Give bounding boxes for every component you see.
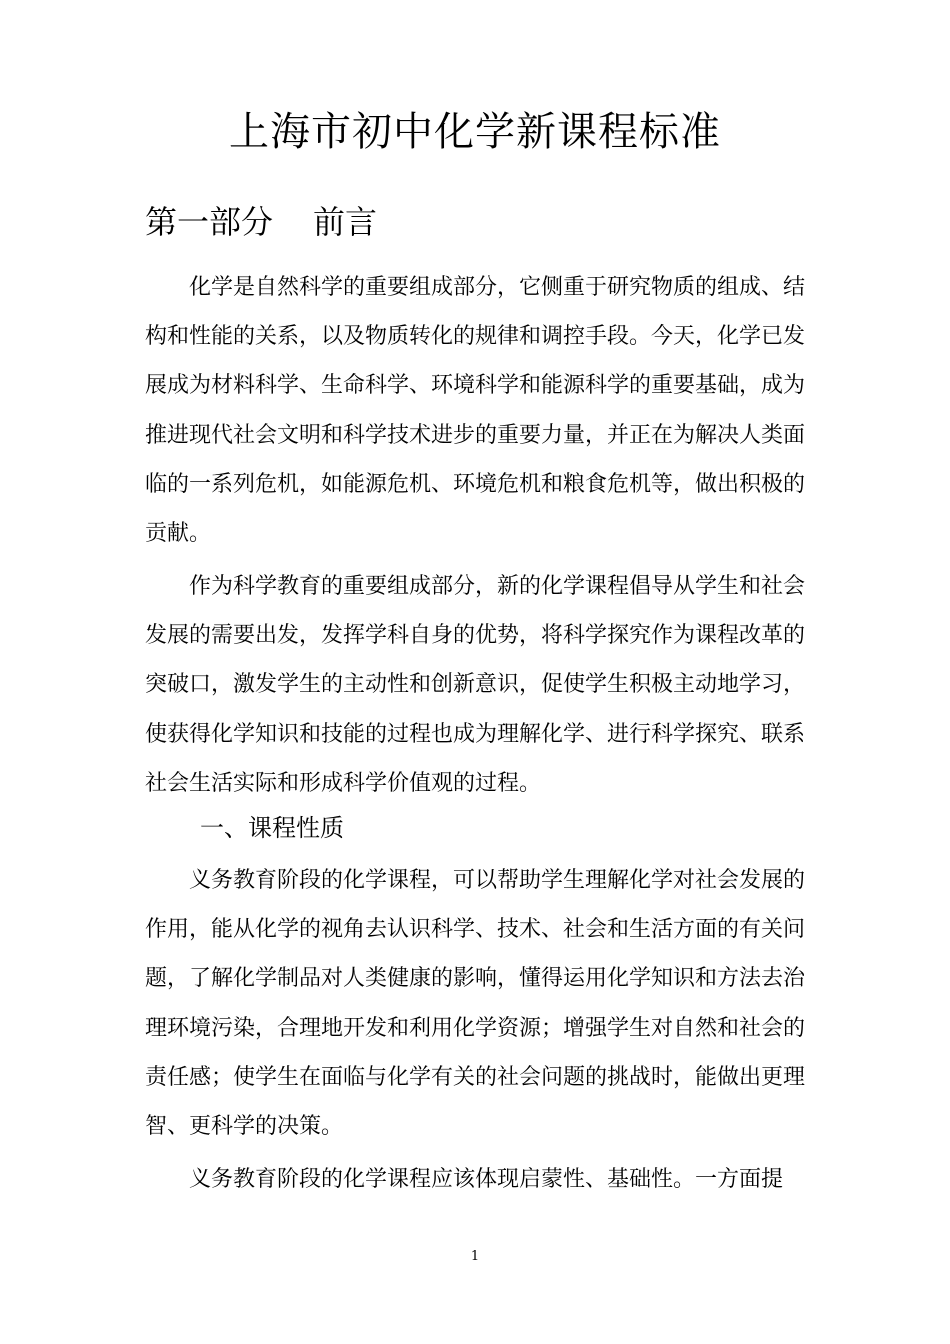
preface-paragraph-1 [145, 263, 805, 558]
document-title: 上海市初中化学新课程标准 [229, 109, 721, 155]
part-heading [145, 198, 377, 246]
paragraph-text: 化学是自然科学的重要组成部分，它侧重于研究物质的组成、结构和性能的关系，以及物质转化的规律和调控手段。今天，化学已发展成为材料科学、生命科学、环境科学和能源科学的重要基础，成为推进现代社会文明和科学技术进步的重要力量，并正在为解决人类面临的一系列危机，如能源危机、环境危机和粮食危机等，做出积极的贡献。 [145, 275, 806, 547]
paragraph-text: 义务教育阶段的化学课程，可以帮助学生理解化学对社会发展的作用，能从化学的视角去认识科学、技术、社会和生活方面的有关问题，了解化学制品对人类健康的影响，懂得运用化学知识和方法去治理环境污染，合理地开发和利用化学资源；增强学生对自然和社会的责任感；使学生在面临与化学有关的社会问题的挑战时，能做出更理智、更科学的决策。 [145, 868, 806, 1140]
paragraph-text: 义务教育阶段的化学课程应该体现启蒙性、基础性。一方面提 [189, 1167, 784, 1192]
page-number: 1 [470, 1249, 480, 1264]
section-paragraph-1 [145, 856, 805, 1151]
preface-paragraph-2 [145, 562, 805, 808]
section-heading: 一、课程性质 [200, 814, 344, 842]
part-number: 第一部分 [145, 203, 274, 241]
paragraph-text: 作为科学教育的重要组成部分，新的化学课程倡导从学生和社会发展的需要出发，发挥学科自身的优势，将科学探究作为课程改革的突破口，激发学生的主动性和创新意识，促使学生积极主动地学习，使获得化学知识和技能的过程也成为理解化学、进行科学探究、联系社会生活实际和形成科学价值观的过程。 [145, 574, 806, 796]
part-title: 前言 [313, 203, 378, 241]
section-paragraph-2 [145, 1155, 805, 1204]
